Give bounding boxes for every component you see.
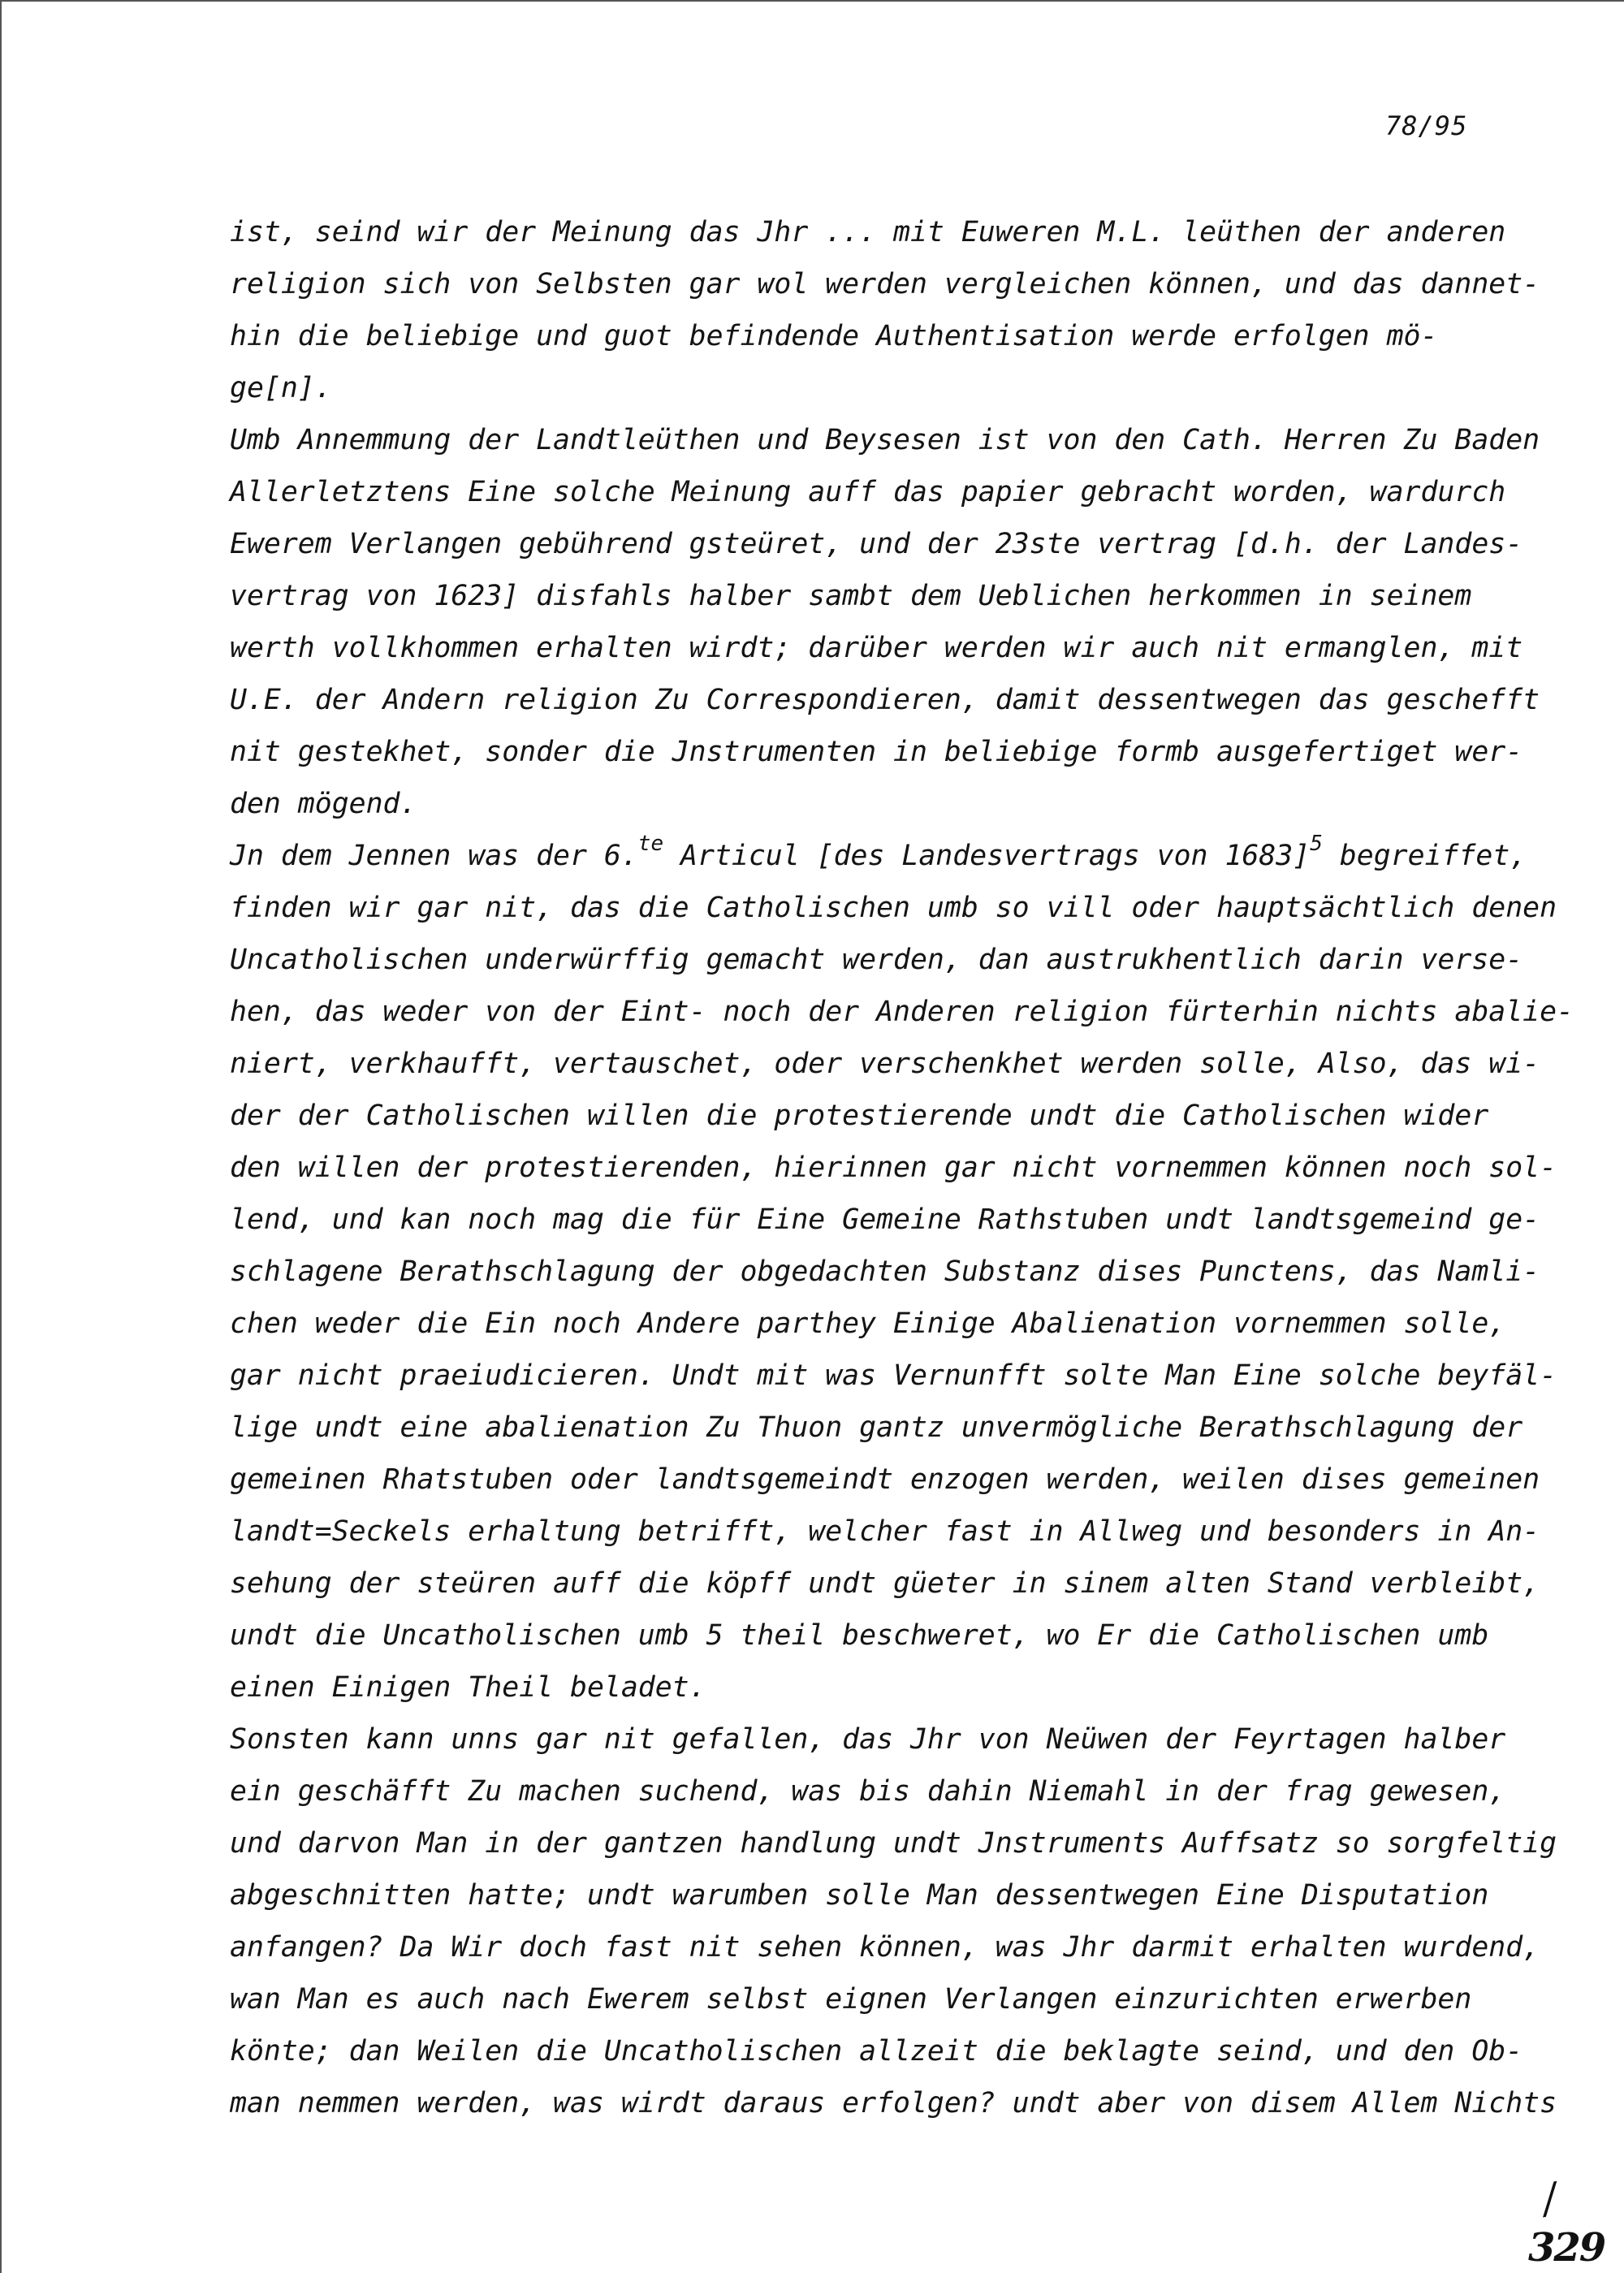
- text-line: Umb Annemmung der Landtleüthen und Beysesen ist von den Cath. Herren Zu Baden: [230, 424, 1540, 456]
- text-line: man nemmen werden, was wirdt daraus erfolgen? undt aber von disem Allem Nichts: [230, 2087, 1557, 2120]
- text-line: schlagene Berathschlagung der obgedachten Substanz dises Punctens, das Namli-: [230, 1255, 1540, 1288]
- text-line: hin die beliebige und guot befindende Authentisation werde erfolgen mö-: [230, 320, 1438, 352]
- text-line: Allerletztens Eine solche Meinung auff das papier gebracht worden, wardurch: [230, 476, 1506, 508]
- document-body: [230, 206, 1574, 2129]
- text-line: abgeschnitten hatte; undt warumben solle Man dessentwegen Eine Disputation: [230, 1879, 1489, 1912]
- text-line: U.E. der Andern religion Zu Correspondieren, damit dessentwegen das geschefft: [230, 684, 1540, 716]
- page-number: 78/95: [1385, 110, 1468, 141]
- text-line: gemeinen Rhatstuben oder landtsgemeindt enzogen werden, weilen dises gemeinen: [230, 1463, 1540, 1496]
- line-segment: begreiffet,: [1322, 840, 1527, 872]
- text-line: könte; dan Weilen die Uncatholischen allzeit die beklagte seind, und den Ob-: [230, 2035, 1523, 2068]
- text-line: landt=Seckels erhaltung betrifft, welcher fast in Allweg und besonders in An-: [230, 1515, 1540, 1548]
- text-line: sehung der steüren auff die köpff undt güeter in sinem alten Stand verbleibt,: [230, 1567, 1540, 1600]
- text-line: wan Man es auch nach Ewerem selbst eignen Verlangen einzurichten erwerben: [230, 1983, 1472, 2016]
- text-line: chen weder die Ein noch Andere parthey Einige Abalienation vornemmen solle,: [230, 1307, 1506, 1340]
- text-line: nit gestekhet, sonder die Jnstrumenten in beliebige formb ausgefertiget wer-: [230, 736, 1523, 768]
- footnote-marker: 5: [1310, 832, 1323, 856]
- text-line: niert, verkhaufft, vertauschet, oder verschenkhet werden solle, Also, das wi-: [230, 1048, 1540, 1080]
- handwritten-check-mark: /: [1539, 2173, 1561, 2223]
- line-segment: Jn dem Jennen was der 6.: [230, 840, 638, 872]
- text-line: der der Catholischen willen die protestierende undt die Catholischen wider: [230, 1100, 1489, 1132]
- superscript-te: te: [637, 832, 664, 856]
- text-line: lend, und kan noch mag die für Eine Gemeine Rathstuben undt landtsgemeind ge-: [230, 1203, 1540, 1236]
- text-line: lige undt eine abalienation Zu Thuon gantz unvermögliche Berathschlagung der: [230, 1411, 1523, 1444]
- text-line: Ewerem Verlangen gebührend gsteüret, und der 23ste vertrag [d.h. der Landes-: [230, 528, 1523, 560]
- text-line: hen, das weder von der Eint- noch der Anderen religion fürterhin nichts abalie-: [230, 996, 1574, 1028]
- line-segment: Articul [des Landesvertrags von 1683]: [663, 840, 1311, 872]
- text-line: gar nicht praeiudicieren. Undt mit was Vernunfft solte Man Eine solche beyfäl-: [230, 1359, 1557, 1392]
- text-line: den mögend.: [230, 788, 417, 820]
- text-line: Uncatholischen underwürffig gemacht werden, dan austrukhentlich darin verse-: [230, 944, 1523, 976]
- text-line: religion sich von Selbsten gar wol werden vergleichen können, und das dannet-: [230, 268, 1540, 300]
- text-line: werth vollkhommen erhalten wirdt; darüber werden wir auch nit ermanglen, mit: [230, 632, 1523, 664]
- text-line: und darvon Man in der gantzen handlung undt Jnstruments Auffsatz so sorgfeltig: [230, 1827, 1557, 1860]
- text-line: einen Einigen Theil beladet.: [230, 1671, 706, 1704]
- folio-number: 329: [1528, 2225, 1605, 2271]
- text-line: ist, seind wir der Meinung das Jhr ... mit Euweren M.L. leüthen der anderen: [230, 216, 1506, 248]
- text-line: undt die Uncatholischen umb 5 theil beschweret, wo Er die Catholischen umb: [230, 1619, 1489, 1652]
- text-line: vertrag von 1623] disfahls halber sambt dem Ueblichen herkommen in seinem: [230, 580, 1472, 612]
- text-line: anfangen? Da Wir doch fast nit sehen können, was Jhr darmit erhalten wurdend,: [230, 1931, 1540, 1964]
- text-line: den willen der protestierenden, hierinnen gar nicht vornemmen können noch sol-: [230, 1152, 1557, 1184]
- text-line: Sonsten kann unns gar nit gefallen, das Jhr von Neüwen der Feyrtagen halber: [230, 1723, 1506, 1756]
- text-line: ein geschäfft Zu machen suchend, was bis dahin Niemahl in der frag gewesen,: [230, 1775, 1506, 1808]
- text-line: finden wir gar nit, das die Catholischen umb so vill oder hauptsächtlich denen: [230, 892, 1557, 924]
- text-line-with-superscript: [230, 830, 1553, 882]
- text-line: ge[n].: [230, 372, 332, 404]
